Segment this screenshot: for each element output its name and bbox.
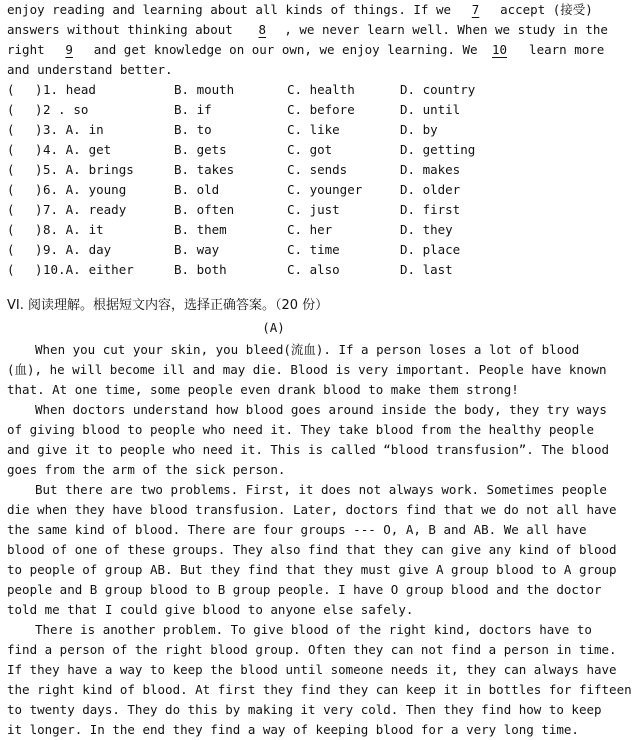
intro-line-3 <box>7 40 605 60</box>
answer-paren-close: ) <box>35 82 43 97</box>
option-c: C. also <box>287 262 340 277</box>
option-c: C. her <box>287 222 333 237</box>
passage-line: find a person of the right blood group. Often they can not find a person in time. <box>7 642 617 657</box>
answer-paren-close: ) <box>35 202 43 217</box>
passage-line: When you cut your skin, you bleed(流血). If a person loses a lot of blood <box>35 342 580 357</box>
option-c: C. before <box>287 102 355 117</box>
option-a: brings <box>88 162 134 177</box>
passage-line: (血), he will become ill and may die. Blood is very important. People have known <box>7 362 607 377</box>
option-a: head <box>65 82 96 97</box>
answer-paren-open: ( <box>7 202 15 217</box>
intro-text: learn more <box>529 42 605 57</box>
option-d: D. makes <box>400 162 461 177</box>
passage-line: die when they have blood transfusion. Later, doctors find that we do not all have <box>7 502 617 517</box>
question-number: 3. A. <box>43 122 81 137</box>
option-b: B. to <box>174 122 212 137</box>
option-d: D. they <box>400 222 453 237</box>
option-row <box>7 80 541 100</box>
option-b: B. often <box>174 202 235 217</box>
passage-line: goes from the arm of the sick person. <box>7 462 286 477</box>
option-row <box>7 180 541 200</box>
passage-label: (A) <box>262 320 285 335</box>
option-row <box>7 200 541 220</box>
intro-line-1 <box>7 0 593 20</box>
question-number: 4. A. <box>43 142 81 157</box>
option-row <box>7 260 541 280</box>
blank-8: 8 <box>258 22 267 37</box>
option-d: D. country <box>400 82 476 97</box>
answer-paren-open: ( <box>7 142 15 157</box>
option-b: B. old <box>174 182 220 197</box>
answer-paren-open: ( <box>7 102 15 117</box>
option-c: C. got <box>287 142 333 157</box>
passage-line: But there are two problems. First, it does not always work. Sometimes people <box>35 482 607 497</box>
passage-line: that. At one time, some people even drank blood to make them strong! <box>7 382 519 397</box>
passage-line: If they have a way to keep the blood until someone needs it, they can always have <box>7 662 617 677</box>
passage-line: blood of one of these groups. They also find that they can give any kind of blood <box>7 542 617 557</box>
section-title: VI. 阅读理解。根据短文内容，选择正确答案。（20 份） <box>7 298 329 313</box>
question-number: 6. A. <box>43 182 81 197</box>
option-row <box>7 100 541 120</box>
answer-paren-close: ) <box>35 122 43 137</box>
passage-line: There is another problem. To give blood of the right kind, doctors have to <box>35 622 592 637</box>
passage-line: the same kind of blood. There are four groups --- O, A, B and AB. We all have <box>7 522 587 537</box>
option-row <box>7 240 541 260</box>
option-c: C. like <box>287 122 340 137</box>
option-c: C. just <box>287 202 340 217</box>
answer-paren-open: ( <box>7 242 15 257</box>
option-b: B. if <box>174 102 212 117</box>
blank-10: 10 <box>491 42 508 57</box>
answer-paren-open: ( <box>7 122 15 137</box>
question-number: 1. <box>43 82 59 97</box>
intro-text: , we never learn well. When we study in the <box>284 22 608 37</box>
intro-line-2 <box>7 20 608 40</box>
answer-paren-close: ) <box>35 222 43 237</box>
option-c: C. sends <box>287 162 348 177</box>
passage-line: it longer. In the end they find a way of keeping blood for a very long time. <box>7 722 579 737</box>
answer-paren-close: ) <box>35 262 43 277</box>
answer-paren-close: ) <box>35 102 43 117</box>
option-b: B. gets <box>174 142 227 157</box>
intro-text: right <box>7 42 45 57</box>
option-b: B. takes <box>174 162 235 177</box>
question-number: 2 . <box>43 102 66 117</box>
option-d: D. last <box>400 262 453 277</box>
option-d: D. until <box>400 102 461 117</box>
option-row <box>7 120 541 140</box>
option-a: ready <box>88 202 127 217</box>
answer-paren-open: ( <box>7 222 15 237</box>
passage-line: to people of group AB. But they find that they must give A group blood to A group <box>7 562 617 577</box>
intro-text: and get knowledge on our own, we enjoy learning. We <box>93 42 478 57</box>
blank-7: 7 <box>471 2 480 17</box>
option-row <box>7 220 541 240</box>
passage-line: and give it to people who need it. This is called “blood transfusion”. The blood <box>7 442 610 457</box>
option-c: C. time <box>287 242 340 257</box>
intro-text: answers without thinking about <box>7 22 233 37</box>
answer-paren-open: ( <box>7 162 15 177</box>
answer-paren-open: ( <box>7 262 15 277</box>
option-a: in <box>88 122 104 137</box>
passage-line: the right kind of blood. At first they find they can keep it in bottles for fifteen <box>7 682 632 697</box>
passage-line: of giving blood to people who need it. They take blood from the healthy people <box>7 422 594 437</box>
option-a: so <box>73 102 89 117</box>
option-b: B. way <box>174 242 220 257</box>
option-c: C. health <box>287 82 355 97</box>
passage-line: told me that I could give blood to anyone else safely. <box>7 602 414 617</box>
answer-paren-close: ) <box>35 142 43 157</box>
option-row <box>7 160 541 180</box>
option-b: B. both <box>174 262 227 277</box>
option-a: either <box>88 262 134 277</box>
answer-paren-close: ) <box>35 162 43 177</box>
passage-line: people and B group blood to B group people. I have O group blood and the doctor <box>7 582 602 597</box>
intro-line-4: and understand better. <box>7 62 173 77</box>
option-d: D. by <box>400 122 438 137</box>
answer-paren-close: ) <box>35 182 43 197</box>
option-d: D. place <box>400 242 461 257</box>
question-number: 5. A. <box>43 162 81 177</box>
option-d: D. older <box>400 182 461 197</box>
intro-text: accept (接受) <box>500 2 593 17</box>
question-number: 8. A. <box>43 222 81 237</box>
option-d: D. first <box>400 202 461 217</box>
option-b: B. mouth <box>174 82 235 97</box>
blank-9: 9 <box>65 42 73 57</box>
intro-text: enjoy reading and learning about all kinds of things. If we <box>7 2 452 17</box>
option-a: day <box>88 242 112 257</box>
option-a: it <box>88 222 104 237</box>
answer-paren-open: ( <box>7 82 15 97</box>
option-d: D. getting <box>400 142 476 157</box>
question-number: 9. A. <box>43 242 81 257</box>
passage-line: When doctors understand how blood goes around inside the body, they try ways <box>35 402 607 417</box>
answer-paren-close: ) <box>35 242 43 257</box>
option-row <box>7 140 541 160</box>
option-a: get <box>88 142 112 157</box>
passage-line: to twenty days. They do this by making it very cold. Then they find how to keep <box>7 702 602 717</box>
question-number: 10.A. <box>43 262 81 277</box>
option-c: C. younger <box>287 182 363 197</box>
option-b: B. them <box>174 222 227 237</box>
answer-paren-open: ( <box>7 182 15 197</box>
question-number: 7. A. <box>43 202 81 217</box>
option-a: young <box>88 182 127 197</box>
